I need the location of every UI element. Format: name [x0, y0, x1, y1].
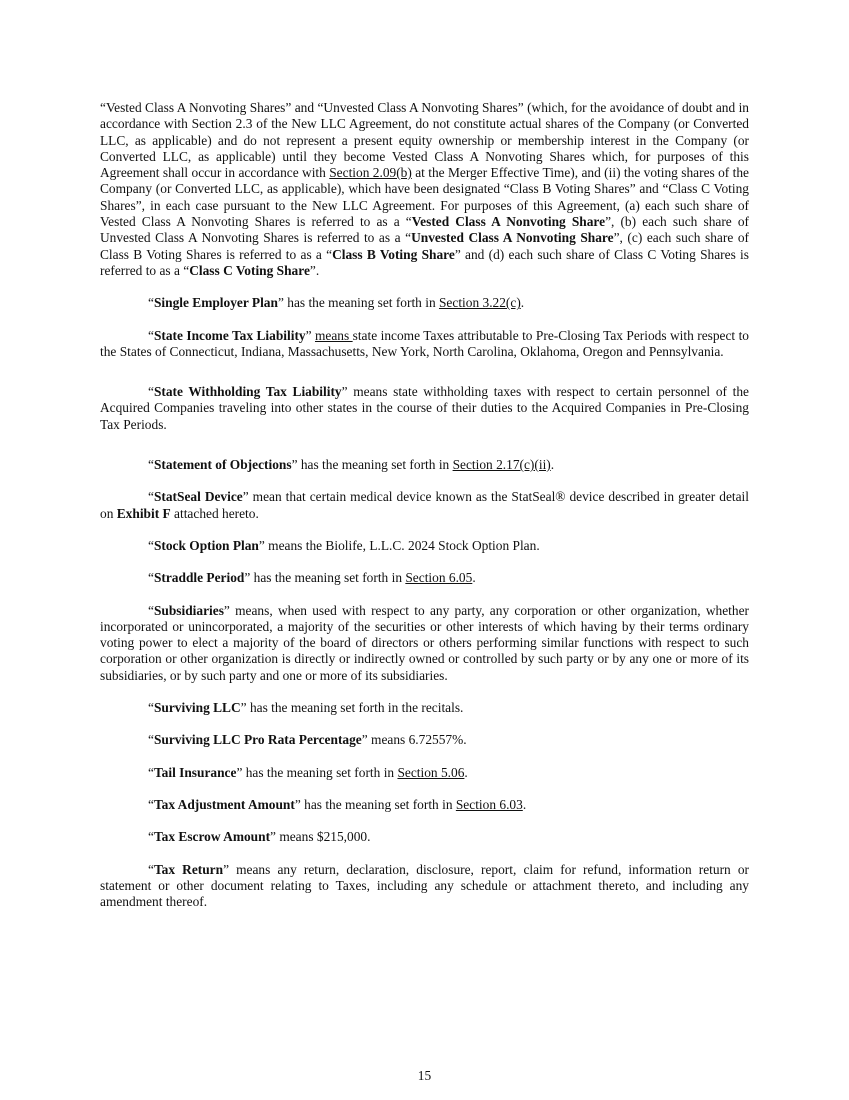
definition-state-withholding-tax-liability	[100, 384, 749, 433]
quote-mark: “	[148, 602, 154, 618]
section-reference: Section 6.03	[455, 796, 523, 812]
defined-term: Subsidiaries	[153, 602, 224, 618]
paragraph-text: ” means, when used with respect to any party, any corporation or other organization, whether incorporated or unincorporated, a majority of the securities or other interests of which having by their terms ordinary voting power to elect a majority of the board of directors or others performing similar functions with respect to such corporation or other organization is directly or indirectly owned or controlled by such party or by any one or more of its subsidiaries, or by such party and one or more of its subsidiaries.	[100, 602, 749, 683]
defined-term: State Income Tax Liability	[153, 327, 306, 343]
definition-tax-return	[100, 862, 749, 911]
paragraph-text: ” means the Biolife, L.L.C. 2024 Stock Option Plan.	[258, 537, 540, 553]
defined-term: Class B Voting Share	[332, 246, 455, 262]
definition-statseal-device	[100, 489, 749, 522]
paragraph-text: attached hereto.	[170, 505, 259, 521]
defined-term: State Withholding Tax Liability	[153, 384, 342, 400]
paragraph-text: ”	[305, 327, 315, 343]
section-reference: Section 2.09(b)	[329, 165, 412, 181]
defined-term: Statement of Objections	[153, 457, 292, 473]
definition-state-income-tax-liability	[100, 328, 749, 361]
defined-term: Unvested Class A Nonvoting Share	[411, 230, 614, 246]
quote-mark: “	[148, 457, 154, 473]
quote-mark: “	[148, 764, 154, 780]
paragraph-text: .	[522, 796, 527, 812]
definition-straddle-period	[100, 570, 749, 586]
definition-tail-insurance	[100, 765, 749, 781]
quote-mark: “	[148, 861, 154, 877]
paragraph-text: .	[472, 570, 476, 586]
paragraph-text: ” has the meaning set forth in	[236, 764, 398, 780]
paragraph-text: ” means $215,000.	[270, 829, 371, 845]
document-page	[100, 100, 749, 910]
quote-mark: “	[148, 732, 154, 748]
paragraph-text: ” has the meaning set forth in	[291, 457, 453, 473]
paragraph-text: ” means state withholding taxes with respect to certain personnel of the Acquired Companies traveling into other states in the course of their duties to the Acquired Companies in Pre-Closing Tax Periods.	[100, 384, 749, 432]
defined-term: Stock Option Plan	[153, 537, 259, 553]
defined-term: Surviving LLC	[153, 700, 241, 716]
paragraph-text: ” has the meaning set forth in	[244, 570, 406, 586]
defined-term: Tax Escrow Amount	[153, 829, 271, 845]
paragraph-text: “Vested Class A Nonvoting Shares” and “Unvested Class A Nonvoting Shares” (which, for the avoidance of doubt and in accordance with Section 2.3 of the New LLC Agreement, do not constitute actual shares of the Company (or Converted LLC, as applicable) and do not represent a present equity ownership or membership interest in the Company (or Converted LLC, as applicable) until they become Vested Class A Nonvoting Shares which, for purposes of this Agreement shall occur in accordance with	[100, 100, 749, 181]
defined-term: Vested Class A Nonvoting Share	[411, 214, 606, 230]
page-number: 15	[417, 1068, 432, 1083]
paragraph-text: ”, (b) each such share of Unvested Class A Nonvoting Shares is referred to as a “	[100, 214, 750, 246]
definition-surviving-llc-pro-rata-percentage	[100, 732, 749, 748]
underlined-word: means	[314, 327, 353, 343]
defined-term: Tail Insurance	[153, 764, 237, 780]
paragraph-text: ” has the meaning set forth in	[294, 796, 456, 812]
quote-mark: “	[148, 796, 154, 812]
definition-tax-escrow-amount	[100, 829, 749, 845]
section-reference: Section 6.05	[405, 570, 473, 586]
quote-mark: “	[148, 700, 154, 716]
defined-term: Tax Adjustment Amount	[153, 796, 295, 812]
quote-mark: “	[148, 489, 154, 505]
paragraph-text: ” means 6.72557%.	[361, 732, 467, 748]
quote-mark: “	[148, 327, 154, 343]
defined-term: Tax Return	[153, 861, 224, 877]
definition-tax-adjustment-amount	[100, 797, 749, 813]
paragraph-text: state income Taxes attributable to Pre-Closing Tax Periods with respect to the States of Connecticut, Indiana, Massachusetts, New York, North Carolina, Oklahoma, Oregon and Pennsylvania.	[100, 327, 749, 359]
paragraph-text: .	[520, 295, 525, 311]
paragraph-text: ” means any return, declaration, disclosure, report, claim for refund, information return or statement or other document relating to Taxes, including any schedule or attachment thereto, and including any amendment thereof.	[100, 861, 749, 910]
defined-term: Class C Voting Share	[189, 262, 310, 278]
section-reference: Section 3.22(c)	[438, 295, 521, 311]
quote-mark: “	[148, 537, 154, 553]
defined-term: StatSeal Device	[153, 489, 243, 505]
paragraph-text: ”.	[309, 262, 320, 278]
section-reference: Section 5.06	[397, 764, 465, 780]
paragraph-text: ” has the meaning set forth in the recitals.	[240, 700, 464, 716]
quote-mark: “	[148, 295, 154, 311]
definition-statement-of-objections	[100, 457, 749, 473]
paragraph-text: at the Merger Effective Time), and (ii) the voting shares of the Company (or Converted LLC, as applicable), which have been designated “Class B Voting Shares” and “Class C Voting Shares”, in each case pursuant to the New LLC Agreement. For purposes of this Agreement, (a) each such share of Vested Class A Nonvoting Shares is referred to as a “	[100, 165, 749, 230]
paragraph-text: ” mean that certain medical device known as the StatSeal® device described in greater detail on	[100, 489, 749, 521]
definition-surviving-llc	[100, 700, 749, 716]
paragraph-text: ”, (c) each such share of Class B Voting Shares is referred to as a “	[100, 230, 749, 262]
quote-mark: “	[148, 829, 154, 845]
exhibit-reference: Exhibit F	[116, 505, 171, 521]
definition-subsidiaries	[100, 603, 749, 684]
defined-term: Single Employer Plan	[153, 295, 278, 311]
quote-mark: “	[148, 570, 154, 586]
paragraph-text: .	[550, 457, 555, 473]
defined-term: Straddle Period	[153, 570, 245, 586]
paragraph-text: ” has the meaning set forth in	[277, 295, 439, 311]
definition-single-employer-plan	[100, 295, 749, 311]
section-reference: Section 2.17(c)(ii)	[452, 457, 551, 473]
definition-stock-option-plan	[100, 538, 749, 554]
quote-mark: “	[148, 384, 154, 400]
paragraph-text: .	[464, 764, 468, 780]
defined-term: Surviving LLC Pro Rata Percentage	[153, 732, 362, 748]
paragraph-text: ” and (d) each such share of Class C Voting Shares is referred to as a “	[100, 246, 749, 278]
definition-paragraph-shares	[100, 100, 749, 279]
